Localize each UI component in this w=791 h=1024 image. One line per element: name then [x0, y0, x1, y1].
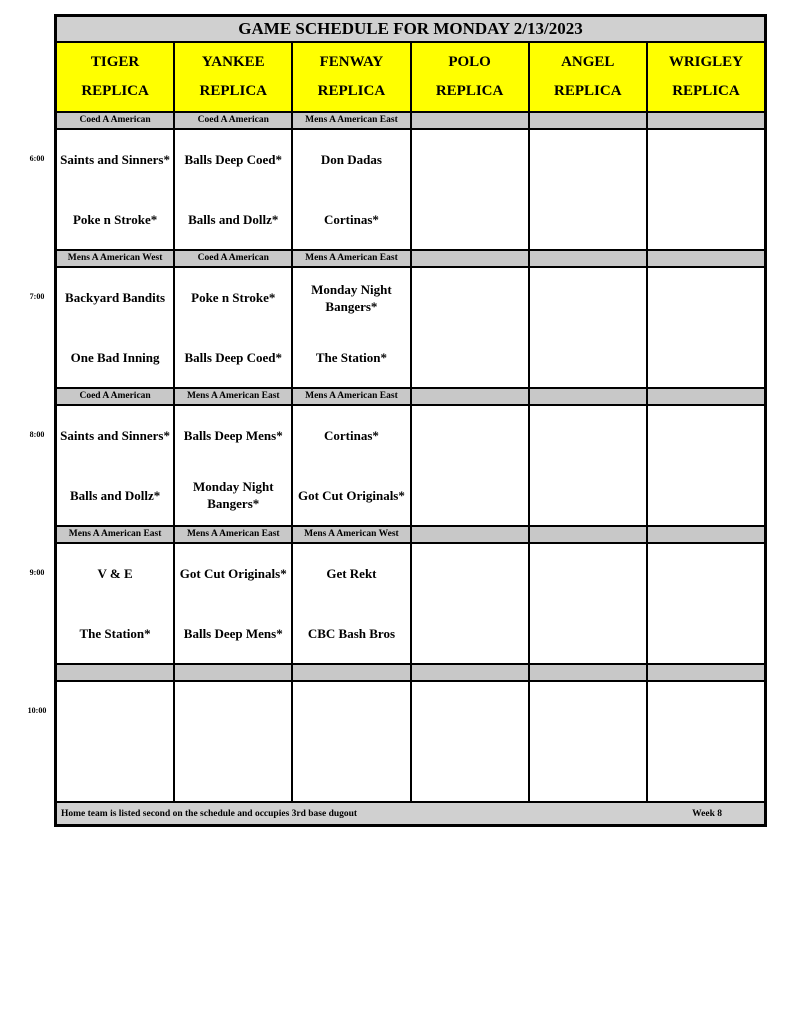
game-cell — [530, 130, 648, 249]
field-header-row — [57, 43, 764, 113]
game-cell — [648, 406, 764, 525]
division-row — [57, 527, 764, 544]
away-team: Monday Night Bangers* — [311, 281, 392, 314]
week-label: Week 8 — [692, 808, 722, 819]
home-team — [648, 466, 764, 526]
field-subtitle: REPLICA — [199, 83, 268, 99]
division-label — [530, 665, 648, 680]
away-team: V & E — [97, 566, 133, 582]
away-team — [412, 406, 528, 466]
home-team: Balls Deep Coed* — [184, 349, 282, 365]
home-team: The Station* — [315, 349, 387, 365]
game-cell — [175, 268, 293, 387]
away-team: Saints and Sinners* — [60, 152, 170, 168]
division-label — [57, 665, 175, 680]
home-team: Poke n Stroke* — [72, 211, 158, 227]
division-label — [530, 389, 648, 404]
home-team — [412, 328, 528, 388]
division-label — [648, 113, 764, 128]
home-team: Cortinas* — [323, 211, 379, 227]
home-team — [648, 742, 764, 802]
field-header-yankee — [175, 43, 293, 111]
home-team — [175, 742, 291, 802]
home-team — [412, 742, 528, 802]
division-label: Coed A American — [57, 113, 175, 128]
away-team — [530, 406, 646, 466]
division-label — [648, 665, 764, 680]
home-team: Got Cut Originals* — [297, 487, 405, 503]
division-row — [57, 389, 764, 406]
home-team — [412, 190, 528, 250]
division-label — [530, 113, 648, 128]
home-team: Balls Deep Mens* — [183, 625, 283, 641]
game-cell — [293, 544, 411, 663]
division-label — [530, 527, 648, 542]
division-label: Mens A American West — [293, 527, 411, 542]
field-name: FENWAY — [319, 54, 384, 70]
game-cell — [648, 268, 764, 387]
game-cell — [648, 682, 764, 801]
game-cell — [412, 544, 530, 663]
game-cell — [57, 130, 175, 249]
game-cell — [412, 682, 530, 801]
game-row — [57, 682, 764, 803]
schedule-title: GAME SCHEDULE FOR MONDAY 2/13/2023 — [57, 17, 764, 43]
division-label: Coed A American — [175, 251, 293, 266]
time-label: 10:00 — [27, 706, 47, 715]
away-team: Balls Deep Mens* — [183, 428, 283, 444]
home-team: Balls and Dollz* — [69, 487, 161, 503]
field-name: ANGEL — [561, 54, 615, 70]
field-subtitle: REPLICA — [317, 83, 386, 99]
away-team — [648, 130, 764, 190]
division-label — [412, 389, 530, 404]
field-subtitle: REPLICA — [81, 83, 149, 99]
division-label: Coed A American — [175, 113, 293, 128]
division-label — [648, 251, 764, 266]
away-team — [648, 268, 764, 328]
footer-note: Home team is listed second on the schedule and occupies 3rd base dugout — [61, 808, 358, 819]
game-cell — [175, 682, 293, 801]
away-team — [412, 682, 528, 742]
field-header-fenway — [293, 43, 411, 111]
field-subtitle: REPLICA — [672, 83, 740, 99]
division-label — [412, 665, 530, 680]
division-row — [57, 665, 764, 682]
division-label — [175, 665, 293, 680]
game-cell — [293, 682, 411, 801]
field-name: TIGER — [90, 54, 140, 70]
home-team — [412, 466, 528, 526]
game-row — [57, 130, 764, 251]
division-label: Mens A American East — [175, 527, 293, 542]
division-label: Mens A American West — [57, 251, 175, 266]
away-team: Cortinas* — [323, 428, 379, 444]
away-team — [175, 682, 291, 742]
away-team — [293, 682, 409, 742]
game-cell — [412, 130, 530, 249]
home-team — [293, 742, 409, 802]
game-cell — [412, 406, 530, 525]
division-label — [412, 251, 530, 266]
game-cell — [293, 130, 411, 249]
game-row — [57, 544, 764, 665]
game-cell — [175, 544, 293, 663]
away-team — [530, 544, 646, 604]
game-cell — [530, 268, 648, 387]
home-team — [57, 742, 173, 802]
home-team — [412, 604, 528, 664]
away-team — [530, 682, 646, 742]
away-team — [412, 268, 528, 328]
game-row — [57, 268, 764, 389]
division-label — [412, 527, 530, 542]
away-team: Poke n Stroke* — [191, 290, 276, 306]
division-label: Mens A American East — [293, 113, 411, 128]
division-row — [57, 251, 764, 268]
away-team: Get Rekt — [326, 566, 377, 582]
game-cell — [57, 544, 175, 663]
home-team — [530, 466, 646, 526]
game-cell — [412, 268, 530, 387]
time-label: 7:00 — [29, 292, 45, 301]
time-label: 6:00 — [29, 154, 45, 163]
footer-row — [57, 803, 764, 824]
home-team: CBC Bash Bros — [307, 625, 396, 641]
division-label: Coed A American — [57, 389, 175, 404]
away-team — [57, 682, 173, 742]
field-name: WRIGLEY — [668, 54, 744, 70]
away-team: Got Cut Originals* — [179, 566, 287, 582]
away-team: Backyard Bandits — [65, 290, 166, 306]
division-label: Mens A American East — [293, 389, 411, 404]
away-team: Balls Deep Coed* — [184, 152, 282, 168]
home-team — [648, 190, 764, 250]
game-cell — [530, 682, 648, 801]
division-label — [648, 527, 764, 542]
game-cell — [293, 268, 411, 387]
game-cell — [57, 268, 175, 387]
division-label: Mens A American East — [293, 251, 411, 266]
game-cell — [648, 130, 764, 249]
away-team — [530, 268, 646, 328]
division-label — [412, 113, 530, 128]
home-team — [530, 190, 646, 250]
game-cell — [530, 406, 648, 525]
field-subtitle: REPLICA — [435, 83, 504, 99]
game-cell — [293, 406, 411, 525]
game-cell — [530, 544, 648, 663]
away-team — [648, 544, 764, 604]
field-subtitle: REPLICA — [554, 83, 622, 99]
home-team — [530, 604, 646, 664]
home-team — [648, 328, 764, 388]
game-cell — [175, 130, 293, 249]
division-label: Mens A American East — [175, 389, 293, 404]
home-team: Monday Night Bangers* — [192, 479, 274, 512]
field-name: YANKEE — [201, 54, 265, 70]
time-label: 8:00 — [29, 430, 45, 439]
game-cell — [175, 406, 293, 525]
division-label — [530, 251, 648, 266]
home-team: Balls and Dollz* — [188, 211, 279, 227]
field-header-tiger — [57, 43, 175, 111]
away-team — [530, 130, 646, 190]
game-cell — [57, 682, 175, 801]
away-team: Don Dadas — [320, 152, 382, 168]
away-team: Saints and Sinners* — [60, 428, 170, 444]
away-team — [648, 406, 764, 466]
home-team — [648, 604, 764, 664]
field-header-angel — [530, 43, 648, 111]
home-team: The Station* — [79, 625, 151, 641]
away-team — [412, 544, 528, 604]
game-cell — [648, 544, 764, 663]
away-team — [412, 130, 528, 190]
home-team — [530, 742, 646, 802]
field-name: POLO — [448, 54, 491, 70]
field-header-wrigley — [648, 43, 764, 111]
home-team — [530, 328, 646, 388]
time-slots — [57, 113, 764, 803]
division-label — [293, 665, 411, 680]
time-label: 9:00 — [29, 568, 45, 577]
schedule-grid — [54, 14, 767, 827]
game-row — [57, 406, 764, 527]
division-row — [57, 113, 764, 130]
field-header-polo — [412, 43, 530, 111]
away-team — [648, 682, 764, 742]
division-label — [648, 389, 764, 404]
home-team: One Bad Inning — [70, 349, 160, 365]
division-label: Mens A American East — [57, 527, 175, 542]
game-cell — [57, 406, 175, 525]
